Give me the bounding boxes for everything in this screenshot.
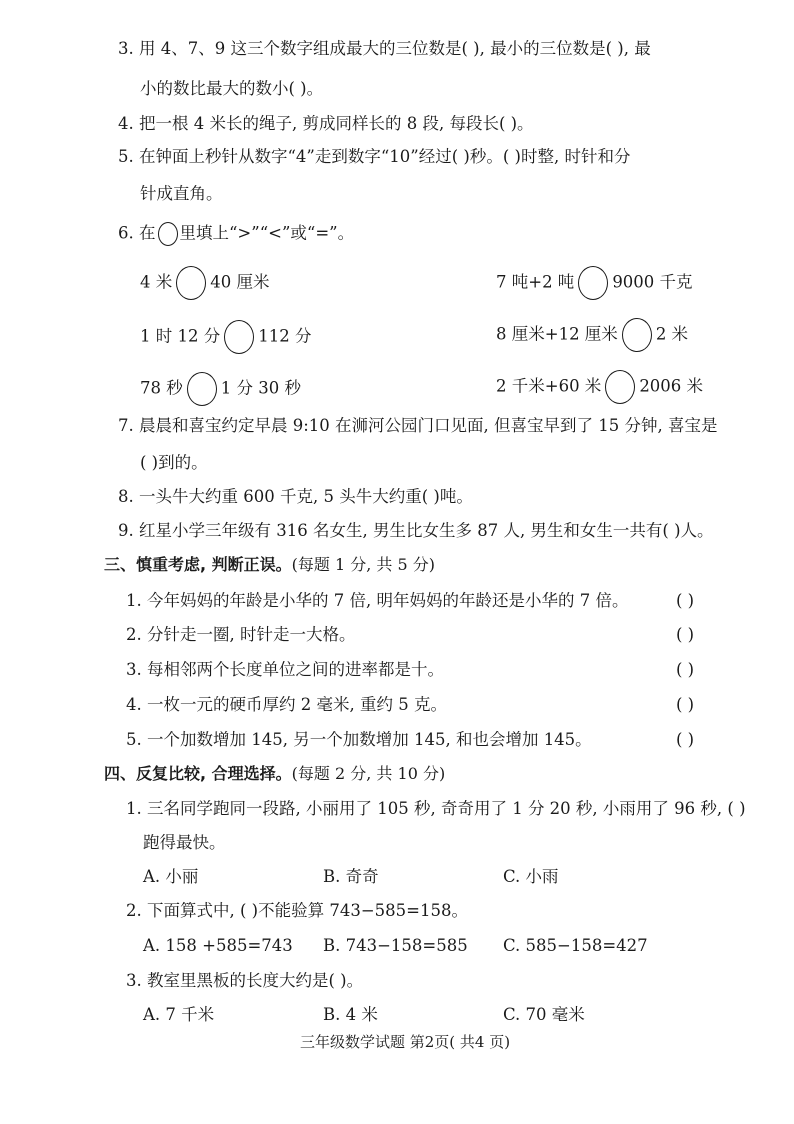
section-3-heading [104, 554, 435, 576]
judge-answer-5[interactable]: ( ) [676, 730, 695, 749]
judge-answer-4[interactable]: ( ) [676, 695, 695, 714]
compare-circle-5[interactable] [187, 372, 217, 406]
judge-answer-2[interactable]: ( ) [676, 625, 695, 644]
compare-circle-icon [158, 222, 178, 246]
compare-left: 8 厘米+12 厘米 [496, 324, 618, 344]
choice-q3-option-a[interactable]: A. 7 千米 [143, 1005, 215, 1024]
judge-item-5: 5. 一个加数增加 145, 另一个加数增加 145, 和也会增加 145。 [126, 730, 592, 749]
choice-q2-option-b[interactable]: B. 743−158=585 [323, 936, 468, 955]
question-6-suffix: 里填上“>”“<”或“=”。 [179, 223, 355, 243]
compare-item-5 [140, 372, 301, 406]
question-8: 8. 一头牛大约重 600 千克, 5 头牛大约重( )吨。 [118, 487, 473, 506]
question-4: 4. 把一根 4 米长的绳子, 剪成同样长的 8 段, 每段长( )。 [118, 114, 534, 133]
choice-q3-line: 3. 教室里黑板的长度大约是( )。 [126, 971, 364, 990]
compare-right: 9000 千克 [612, 272, 693, 292]
choice-q1-line-2: 跑得最快。 [143, 833, 226, 852]
question-5-line-1: 5. 在钟面上秒针从数字“4”走到数字“10”经过( )秒。( )时整, 时针和分 [118, 147, 631, 166]
compare-right: 1 分 30 秒 [220, 378, 301, 398]
compare-circle-4[interactable] [622, 318, 652, 352]
choice-q2-line: 2. 下面算式中, ( )不能验算 743−585=158。 [126, 901, 468, 920]
compare-right: 2 米 [655, 324, 689, 344]
judge-item-1: 1. 今年妈妈的年龄是小华的 7 倍, 明年妈妈的年龄还是小华的 7 倍。 [126, 591, 629, 610]
question-6-prefix: 6. 在 [118, 223, 156, 243]
compare-item-2 [496, 266, 693, 300]
question-3-line-2: 小的数比最大的数小( )。 [140, 79, 324, 98]
compare-right: 112 分 [258, 326, 312, 346]
choice-q1-option-c[interactable]: C. 小雨 [503, 867, 559, 886]
section-3-points: (每题 1 分, 共 5 分) [291, 555, 436, 574]
section-3-title: 三、慎重考虑, 判断正误。 [104, 555, 292, 574]
compare-right: 40 厘米 [210, 272, 270, 292]
question-7-line-2: ( )到的。 [140, 453, 208, 472]
compare-right: 2006 米 [639, 376, 704, 396]
choice-q3-option-b[interactable]: B. 4 米 [323, 1005, 378, 1024]
question-6-prompt [118, 222, 354, 246]
compare-left: 1 时 12 分 [140, 326, 221, 346]
question-5-line-2: 针成直角。 [140, 184, 223, 203]
compare-item-3 [140, 320, 311, 354]
question-3-line-1: 3. 用 4、7、9 这三个数字组成最大的三位数是( ), 最小的三位数是( ), 最 [118, 39, 651, 58]
compare-circle-2[interactable] [578, 266, 608, 300]
choice-q2-option-a[interactable]: A. 158 +585=743 [143, 936, 293, 955]
page-footer: 三年级数学试题 第2页( 共4 页) [300, 1033, 511, 1051]
judge-answer-3[interactable]: ( ) [676, 660, 695, 679]
compare-item-4 [496, 318, 688, 352]
question-7-line-1: 7. 晨晨和喜宝约定早晨 9:10 在浉河公园门口见面, 但喜宝早到了 15 分钟, 喜宝是 [118, 416, 718, 435]
section-4-heading [104, 763, 445, 785]
judge-item-4: 4. 一枚一元的硬币厚约 2 毫米, 重约 5 克。 [126, 695, 447, 714]
compare-circle-6[interactable] [605, 370, 635, 404]
choice-q1-line-1: 1. 三名同学跑同一段路, 小丽用了 105 秒, 奇奇用了 1 分 20 秒, 小雨用了 96 秒, ( ) [126, 799, 746, 818]
compare-item-1 [140, 266, 270, 300]
section-4-points: (每题 2 分, 共 10 分) [291, 764, 446, 783]
judge-item-2: 2. 分针走一圈, 时针走一大格。 [126, 625, 356, 644]
choice-q3-option-c[interactable]: C. 70 毫米 [503, 1005, 585, 1024]
compare-left: 78 秒 [140, 378, 183, 398]
question-9: 9. 红星小学三年级有 316 名女生, 男生比女生多 87 人, 男生和女生一共有( )人。 [118, 521, 714, 540]
choice-q2-option-c[interactable]: C. 585−158=427 [503, 936, 648, 955]
compare-circle-3[interactable] [224, 320, 254, 354]
compare-circle-1[interactable] [176, 266, 206, 300]
compare-left: 2 千米+60 米 [496, 376, 602, 396]
choice-q1-option-b[interactable]: B. 奇奇 [323, 867, 379, 886]
judge-answer-1[interactable]: ( ) [676, 591, 695, 610]
compare-left: 4 米 [140, 272, 173, 292]
compare-item-6 [496, 370, 703, 404]
section-4-title: 四、反复比较, 合理选择。 [104, 764, 292, 783]
choice-q1-option-a[interactable]: A. 小丽 [143, 867, 199, 886]
compare-left: 7 吨+2 吨 [496, 272, 575, 292]
judge-item-3: 3. 每相邻两个长度单位之间的进率都是十。 [126, 660, 444, 679]
